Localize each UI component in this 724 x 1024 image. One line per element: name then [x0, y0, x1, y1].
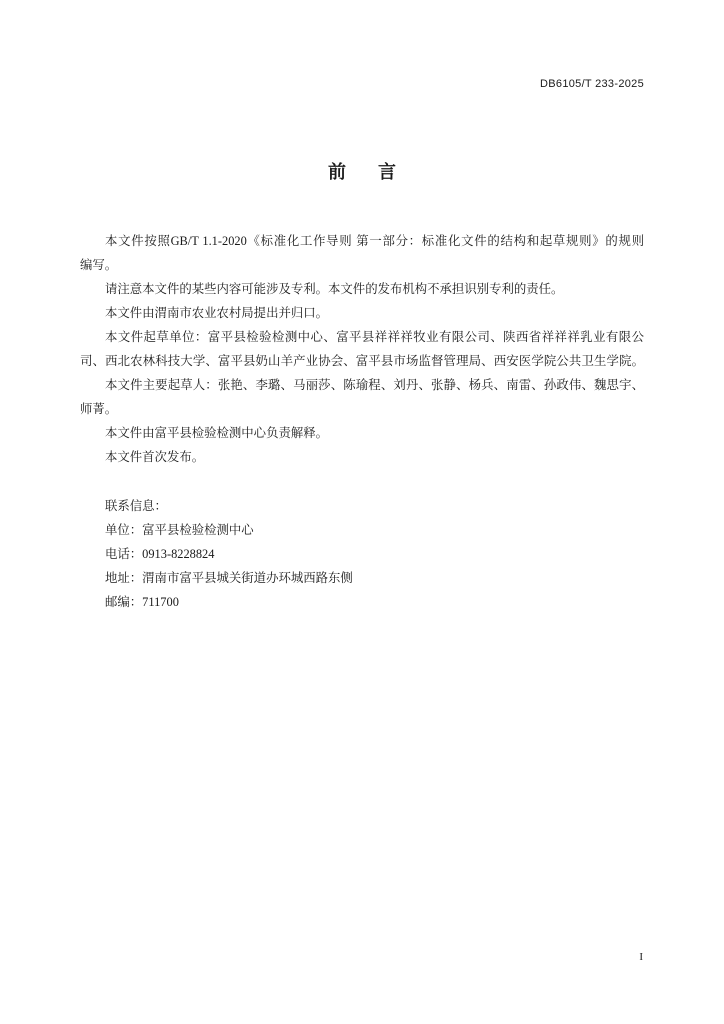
paragraph-line: 请注意本文件的某些内容可能涉及专利。本文件的发布机构不承担识别专利的责任。: [105, 282, 564, 296]
contact-unit: 单位：富平县检验检测中心: [105, 523, 254, 537]
paragraph-drafting-units: [80, 325, 644, 373]
paragraph-line: 师菁。: [80, 402, 118, 416]
paragraph-proposer: [80, 301, 644, 325]
paragraph-drafting-rules: [80, 229, 644, 277]
paragraph-patent-notice: [80, 277, 644, 301]
paragraph-drafters: [80, 373, 644, 421]
contact-info-block: [80, 494, 644, 614]
foreword-body: [80, 229, 644, 469]
paragraph-line: 本文件由渭南市农业农村局提出并归口。: [105, 306, 329, 320]
paragraph-line: 本文件按照GB/T 1.1-2020《标准化工作导则 第一部分：标准化文件的结构和起草规则》的规则: [105, 234, 644, 248]
paragraph-line: 编写。: [80, 258, 118, 272]
contact-postcode: 邮编：711700: [105, 595, 179, 609]
paragraph-line: 司、西北农林科技大学、富平县奶山羊产业协会、富平县市场监督管理局、西安医学院公共卫生学院。: [80, 354, 644, 368]
page-title: 前 言: [328, 162, 403, 183]
contact-phone: 电话：0913-8228824: [105, 547, 215, 561]
paragraph-line: 本文件起草单位：富平县检验检测中心、富平县祥祥祥牧业有限公司、陕西省祥祥祥乳业有限公: [105, 330, 644, 344]
paragraph-first-release: [80, 445, 644, 469]
paragraph-line: 本文件由富平县检验检测中心负责解释。: [105, 426, 329, 440]
paragraph-interpretation: [80, 421, 644, 445]
paragraph-line: 本文件首次发布。: [105, 450, 205, 464]
contact-heading: 联系信息：: [105, 499, 167, 513]
standard-code-header: DB6105/T 233-2025: [540, 78, 644, 90]
page-number: I: [639, 951, 643, 963]
paragraph-line: 本文件主要起草人：张艳、李璐、马丽莎、陈瑜程、刘丹、张静、杨兵、南雷、孙政伟、魏思宇、: [105, 378, 644, 392]
contact-address: 地址：渭南市富平县城关街道办环城西路东侧: [105, 571, 353, 585]
